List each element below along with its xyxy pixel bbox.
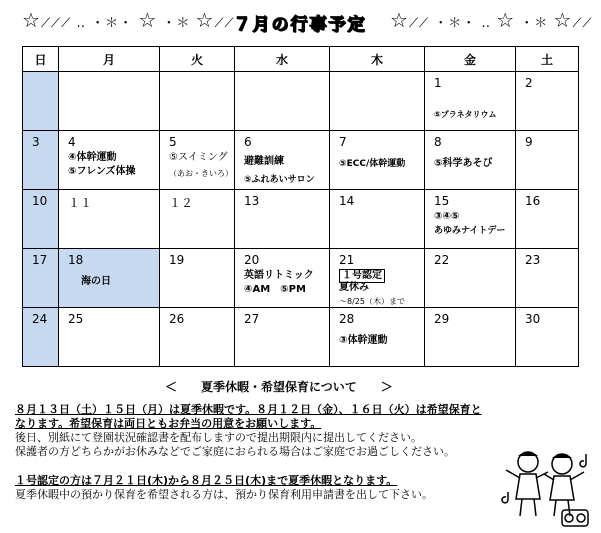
weekday-header-row xyxy=(23,47,579,72)
star-decoration-right-icon: ☆⟋⟋ ・＊・ ‥ ☆ ・＊ ☆⟋⟋ xyxy=(390,8,593,32)
day-number: 2 xyxy=(525,76,533,90)
event-label: 英語リトミック xyxy=(244,270,314,281)
header xyxy=(0,0,601,46)
event-label: ⑤フレンズ体操 xyxy=(68,166,136,177)
day-cell xyxy=(425,131,516,190)
day-number: 15 xyxy=(434,194,450,208)
day-cell xyxy=(425,190,516,249)
event-label: ③体幹運動 xyxy=(339,335,388,346)
day-number: 28 xyxy=(339,312,355,326)
day-number: 17 xyxy=(32,253,48,267)
weekday-mon: 月 xyxy=(59,47,160,72)
day-number: 16 xyxy=(525,194,541,208)
day-cell xyxy=(160,249,235,308)
event-label: １号認定 xyxy=(339,269,385,283)
children-illustration-icon xyxy=(500,444,595,529)
notice-line: 夏季休暇中の預かり保育を希望される方は、預かり保育利用申請書を出して下さい。 xyxy=(15,488,433,501)
day-number: 14 xyxy=(339,194,355,208)
weekday-fri: 金 xyxy=(425,47,516,72)
day-number: 5 xyxy=(169,135,177,149)
day-cell xyxy=(425,72,516,131)
day-cell xyxy=(235,249,330,308)
day-cell xyxy=(23,72,59,131)
day-cell xyxy=(160,308,235,367)
day-number: １２ xyxy=(169,196,194,210)
event-label: 夏休み xyxy=(339,282,369,293)
week-row xyxy=(23,72,579,131)
day-cell xyxy=(330,131,425,190)
day-cell xyxy=(160,190,235,249)
notice-line: 後日、別紙にて登園状況確認書を配布しますので提出期限内に提出してください。 xyxy=(15,431,422,444)
notice-line: ８月１３日（土）１５日（月）は夏季休暇です。８月１２日（金）、１６日（火）は希望保育と xyxy=(15,403,482,416)
day-number: 26 xyxy=(169,312,185,326)
week-row xyxy=(23,249,579,308)
notice-line: 保護者の方どちらかがお休みなどでご家庭におられる場合はご家庭でお過ごしください。 xyxy=(15,445,455,458)
day-number: 13 xyxy=(244,194,260,208)
notice-title: ＜ 夏季休暇・希望保育について ＞ xyxy=(165,380,393,394)
event-label: （あお・きいろ） xyxy=(169,169,233,178)
weekday-sun: 日 xyxy=(23,47,59,72)
event-label: 避難訓練 xyxy=(244,156,284,167)
page-title: ７月の行事予定 xyxy=(233,15,367,35)
calendar-table xyxy=(22,46,579,367)
event-label: ～8/25（木）まで xyxy=(339,297,405,306)
day-number: 4 xyxy=(68,135,76,149)
event-label: ④体幹運動 xyxy=(68,152,117,163)
day-cell xyxy=(330,72,425,131)
day-number: 19 xyxy=(169,253,185,267)
day-number: １１ xyxy=(68,196,93,210)
day-cell xyxy=(235,190,330,249)
event-label: ⑤科学あそび xyxy=(434,158,493,169)
day-number: 25 xyxy=(68,312,84,326)
day-cell xyxy=(516,131,579,190)
day-cell xyxy=(23,308,59,367)
day-number: 30 xyxy=(525,312,541,326)
week-row xyxy=(23,308,579,367)
event-label: ⑤スイミング xyxy=(169,152,228,163)
week-row xyxy=(23,131,579,190)
day-number: 6 xyxy=(244,135,252,149)
day-number: 23 xyxy=(525,253,541,267)
day-number: 29 xyxy=(434,312,450,326)
day-number: 24 xyxy=(32,312,48,326)
day-cell xyxy=(160,72,235,131)
day-number: 22 xyxy=(434,253,450,267)
event-label: ⑤プラネタリウム xyxy=(434,110,497,119)
day-number: 10 xyxy=(32,194,48,208)
day-cell xyxy=(330,308,425,367)
weekday-tue: 火 xyxy=(160,47,235,72)
day-cell xyxy=(516,72,579,131)
day-cell xyxy=(516,308,579,367)
day-cell xyxy=(516,190,579,249)
day-cell xyxy=(235,131,330,190)
star-decoration-left-icon: ☆⟋⟋⟋ ‥ ・＊・ ☆ ・＊ ☆⟋⟋ xyxy=(22,8,235,32)
day-cell xyxy=(23,249,59,308)
day-cell xyxy=(330,249,425,308)
day-number: 18 xyxy=(68,253,84,267)
day-cell xyxy=(23,190,59,249)
day-cell xyxy=(425,308,516,367)
day-number: 7 xyxy=(339,135,347,149)
day-cell xyxy=(160,131,235,190)
day-cell xyxy=(59,190,160,249)
event-label: 海の日 xyxy=(81,276,111,287)
event-label: あゆみナイトデー xyxy=(434,226,506,236)
event-label: ⑤ふれあいサロン xyxy=(244,175,315,185)
day-cell xyxy=(59,249,160,308)
event-label: ③④⑤ xyxy=(434,211,460,222)
event-label: ④AM ⑤PM xyxy=(244,284,306,295)
day-number: 20 xyxy=(244,253,260,267)
notice-line: なります。希望保育は両日ともお弁当の用意をお願いします。 xyxy=(15,417,322,430)
day-number: 3 xyxy=(32,135,40,149)
weekday-sat: 土 xyxy=(516,47,579,72)
day-cell xyxy=(59,72,160,131)
weekday-wed: 水 xyxy=(235,47,330,72)
day-cell xyxy=(23,131,59,190)
week-row xyxy=(23,190,579,249)
day-cell xyxy=(235,308,330,367)
day-cell xyxy=(516,249,579,308)
day-cell xyxy=(59,308,160,367)
day-cell xyxy=(425,249,516,308)
day-number: 1 xyxy=(434,76,442,90)
day-number: 9 xyxy=(525,135,533,149)
day-cell xyxy=(235,72,330,131)
event-label: ⑤ECC/体幹運動 xyxy=(339,159,406,169)
day-number: 8 xyxy=(434,135,442,149)
day-number: 21 xyxy=(339,253,355,267)
day-cell xyxy=(59,131,160,190)
day-cell xyxy=(330,190,425,249)
notice-line: １号認定の方は７月２１日(木)から８月２５日(木)まで夏季休暇となります。 xyxy=(15,474,398,487)
day-number: 27 xyxy=(244,312,260,326)
weekday-thu: 木 xyxy=(330,47,425,72)
